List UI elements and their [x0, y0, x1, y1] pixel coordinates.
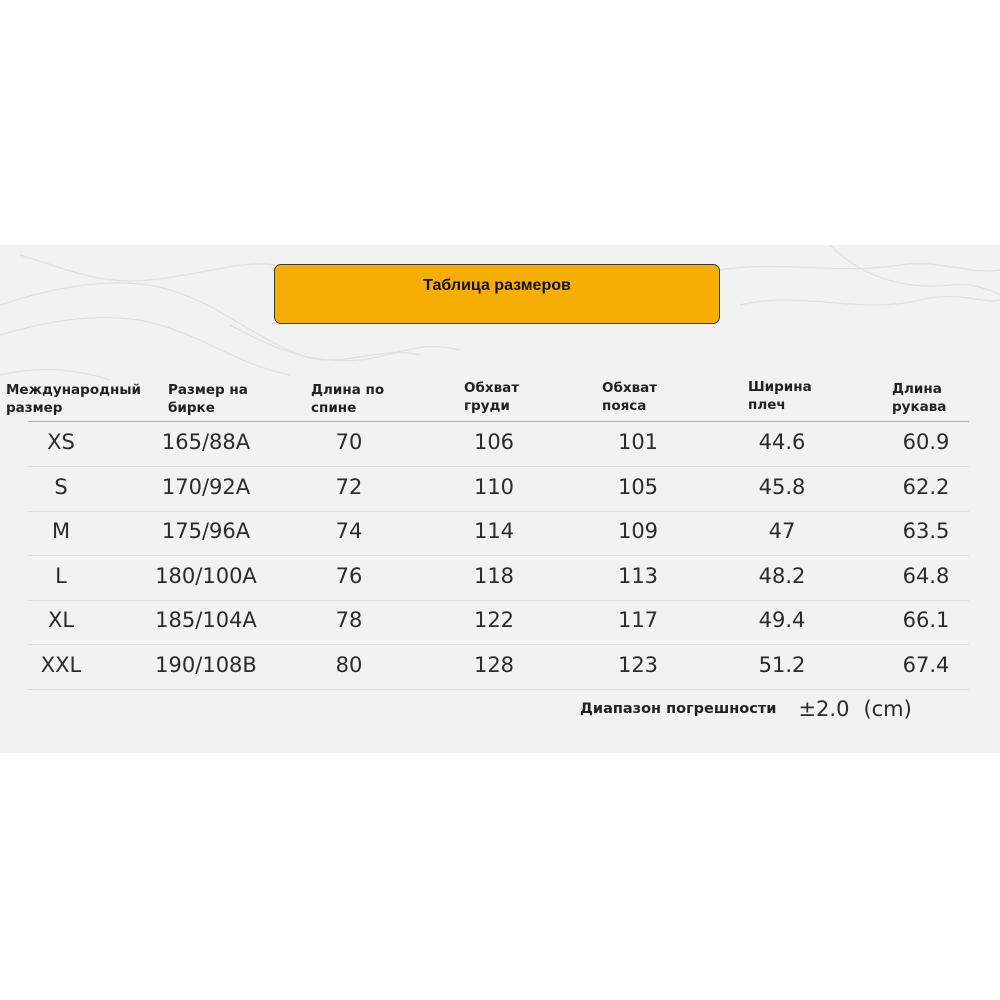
table-cell: 63.5 — [902, 519, 950, 543]
table-cell: 45.8 — [758, 474, 806, 499]
title-banner — [274, 264, 720, 324]
header-sleeve-length: Длина рукава — [892, 381, 947, 415]
table-cell: 101 — [617, 430, 659, 454]
table-cell: 66.1 — [902, 608, 950, 632]
table-cell: 70 — [335, 430, 363, 454]
table-cell: XS — [47, 430, 75, 454]
table-cell: 60.9 — [902, 430, 950, 454]
table-cell: 47 — [768, 519, 796, 543]
header-tag-size: Размер на бирке — [168, 382, 248, 416]
tolerance-note — [580, 697, 912, 721]
table-cell: 76 — [335, 563, 363, 588]
page-title: Таблица размеров — [423, 277, 571, 294]
table-cell: 110 — [473, 474, 515, 499]
tolerance-unit: (cm) — [863, 697, 912, 721]
header-chest: Обхват груди — [464, 380, 520, 414]
table-cell: 49.4 — [758, 608, 806, 632]
table-cell: 123 — [617, 652, 659, 677]
header-waist: Обхват пояса — [602, 380, 658, 414]
table-row — [28, 645, 969, 690]
header-back-length: Длина по спине — [311, 382, 385, 416]
tolerance-value: ±2.0 — [798, 697, 850, 721]
table-cell: 106 — [473, 430, 515, 454]
table-cell: 67.4 — [902, 652, 950, 677]
table-cell: 113 — [617, 563, 659, 588]
table-cell: 105 — [617, 474, 659, 499]
table-cell: 62.2 — [902, 474, 950, 499]
table-cell: 80 — [335, 652, 363, 677]
table-cell: 109 — [617, 519, 659, 543]
table-cell: 122 — [473, 608, 515, 632]
table-cell: XXL — [40, 652, 82, 677]
table-cell: 190/108B — [155, 652, 257, 677]
table-cell: 114 — [473, 519, 515, 543]
table-cell: 185/104A — [155, 608, 257, 632]
table-cell: L — [55, 563, 67, 588]
table-cell: 118 — [473, 563, 515, 588]
table-cell: 64.8 — [902, 563, 950, 588]
table-cell: 128 — [473, 652, 515, 677]
table-cell: 72 — [335, 474, 363, 499]
table-cell: 170/92A — [161, 474, 251, 499]
table-cell: 74 — [335, 519, 363, 543]
header-international-size: Международный размер — [6, 382, 141, 416]
table-cell: 44.6 — [758, 430, 806, 454]
table-cell: 51.2 — [758, 652, 806, 677]
tolerance-label: Диапазон погрешности — [580, 701, 777, 717]
table-row — [28, 511, 969, 556]
table-cell: S — [54, 474, 68, 499]
table-row — [28, 556, 969, 601]
table-cell: 180/100A — [155, 563, 257, 588]
table-row — [28, 467, 969, 512]
table-cell: 78 — [335, 608, 363, 632]
table-cell: M — [51, 519, 71, 543]
table-cell: 117 — [617, 608, 659, 632]
table-cell: XL — [47, 608, 75, 632]
table-row — [28, 600, 969, 645]
table-cell: 175/96A — [161, 519, 251, 543]
table-row — [28, 422, 969, 467]
table-cell: 165/88A — [161, 430, 251, 454]
table-cell: 48.2 — [758, 563, 806, 588]
size-chart-panel — [0, 245, 1000, 753]
header-shoulder-width: Ширина плеч — [748, 379, 812, 413]
